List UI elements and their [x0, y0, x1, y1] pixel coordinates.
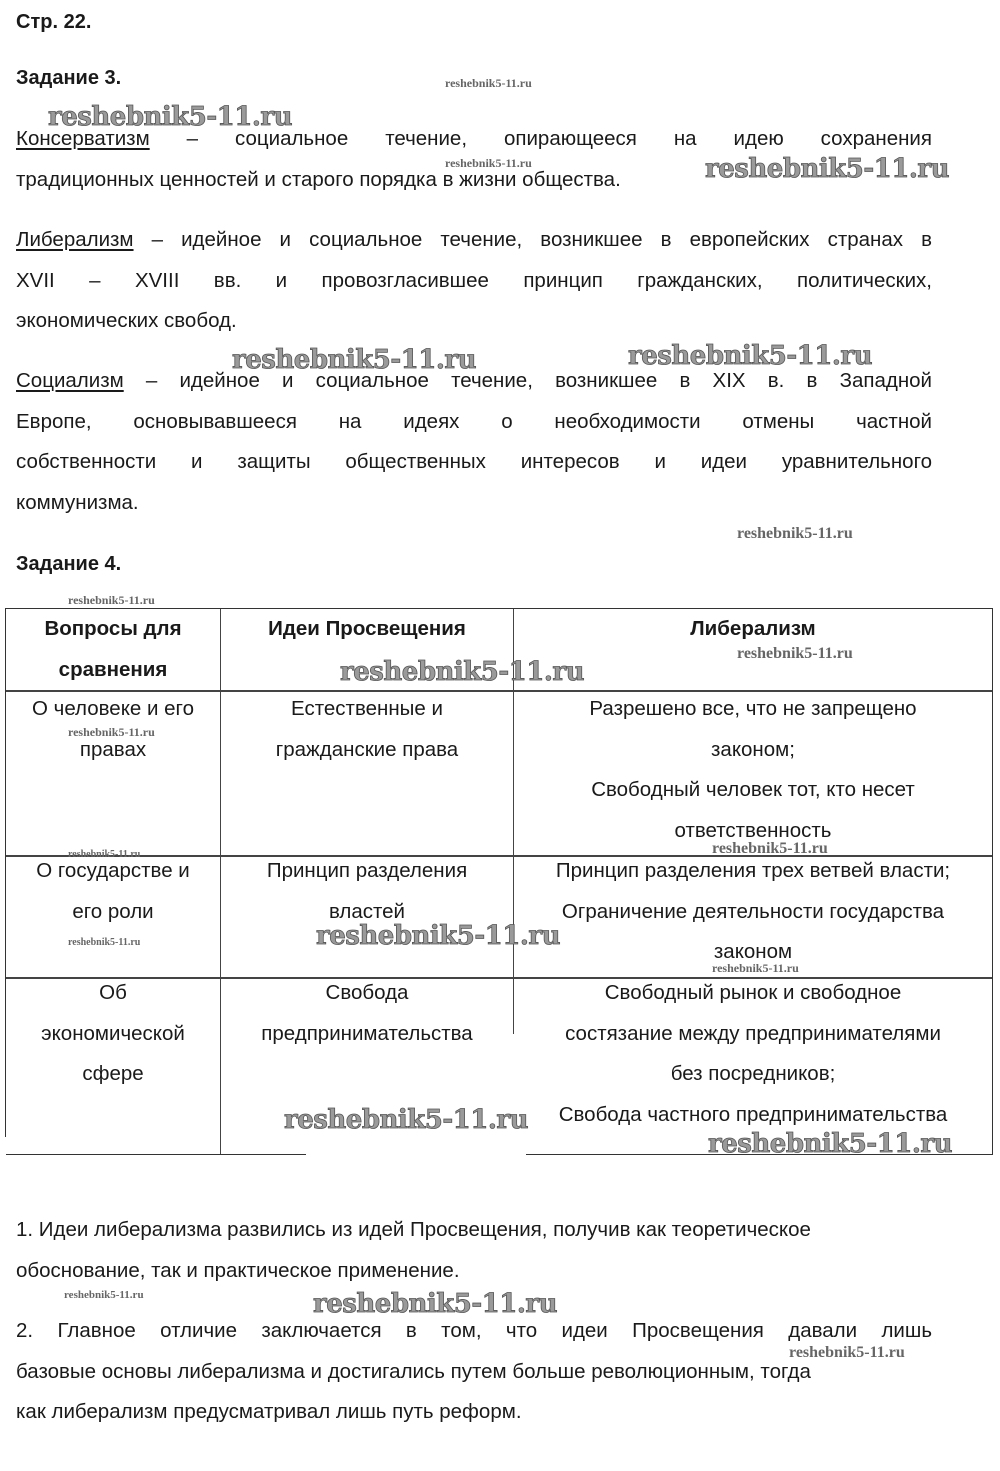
term-conservatism: Консерватизм — [16, 127, 150, 150]
watermark: reshebnik5-11.ru — [340, 657, 585, 687]
header-enlightenment: Идеи Просвещения — [268, 617, 466, 640]
border-gap — [306, 1153, 526, 1157]
table-row-3-enlightenment: Свобода предпринимательства — [261, 981, 473, 1045]
watermark: reshebnik5-11.ru — [316, 921, 561, 951]
table-row-3-liberalism: Свободный рынок и свободное состязание между предпринимателями без посредников; Свобода частного предпринимательства — [558, 981, 948, 1126]
definition-liberalism: Либерализм – идейное и социальное течение, возникшее в европейских странах в XVII – XVIII вв. и провозгласившее принцип гражданских, политических, экономических свобод. — [16, 228, 932, 332]
border-gap — [3, 1137, 6, 1157]
watermark: reshebnik5-11.ru — [68, 937, 141, 948]
task-4-title: Задание 4. — [16, 553, 122, 575]
definition-socialism: Социализм – идейное и социальное течение, возникшее в XIX в. в Западной Европе, основывавшееся на идеях о необходимости отмены частной собственности и защиты общественных интересов и идеи уравнительного коммунизма. — [16, 369, 932, 514]
watermark: reshebnik5-11.ru — [789, 1344, 905, 1361]
header-questions: Вопросы для сравнения — [44, 617, 182, 681]
table-row-2-enlightenment: Принцип разделения властей — [266, 859, 468, 923]
watermark: reshebnik5-11.ru — [712, 961, 799, 975]
comparison-table — [5, 608, 993, 1155]
watermark: reshebnik5-11.ru — [68, 849, 141, 860]
header-liberalism: Либерализм — [690, 617, 816, 640]
task-3-title: Задание 3. — [16, 67, 122, 89]
table-row-2-liberalism: Принцип разделения трех ветвей власти; Ограничение деятельности государства законом — [555, 859, 951, 963]
table-row-2-question: О государстве и его роли — [36, 859, 190, 923]
watermark: reshebnik5-11.ru — [232, 345, 477, 375]
table-row-1-enlightenment: Естественные и гражданские права — [275, 697, 459, 761]
term-liberalism: Либерализм — [16, 228, 134, 251]
table-row-1-question: О человеке и его правах — [32, 697, 194, 761]
table-row-3-question: Об экономической сфере — [41, 981, 185, 1085]
term-socialism: Социализм — [16, 369, 124, 392]
watermark: reshebnik5-11.ru — [445, 156, 532, 170]
answer-1: 1. Идеи либерализма развились из идей Просвещения, получив как теоретическое обоснование, так и практическое применение. — [16, 1218, 811, 1282]
watermark: reshebnik5-11.ru — [64, 1289, 144, 1301]
watermark: reshebnik5-11.ru — [628, 341, 873, 371]
watermark: reshebnik5-11.ru — [48, 102, 293, 132]
table-row-1-liberalism: Разрешено все, что не запрещено законом; Свободный человек тот, кто несет ответственность — [589, 697, 917, 842]
watermark: reshebnik5-11.ru — [284, 1105, 529, 1135]
watermark: reshebnik5-11.ru — [737, 645, 853, 662]
watermark: reshebnik5-11.ru — [737, 525, 853, 542]
page-number: Стр. 22. — [16, 11, 92, 33]
watermark: reshebnik5-11.ru — [68, 725, 155, 739]
watermark: reshebnik5-11.ru — [445, 76, 532, 90]
watermark: reshebnik5-11.ru — [313, 1289, 558, 1319]
watermark: reshebnik5-11.ru — [68, 593, 155, 607]
definition-conservatism: Консерватизм – социальное течение, опирающееся на идею сохранения традиционных ценностей и старого порядка в жизни общества. — [16, 127, 932, 191]
watermark: reshebnik5-11.ru — [712, 840, 828, 857]
watermark: reshebnik5-11.ru — [708, 1129, 953, 1159]
answer-2: 2. Главное отличие заключается в том, что идеи Просвещения давали лишь базовые основы либерализма и достигались путем больше революционным, тогда как либерализм предусматривал лишь путь реформ. — [16, 1319, 932, 1423]
watermark: reshebnik5-11.ru — [705, 154, 950, 184]
